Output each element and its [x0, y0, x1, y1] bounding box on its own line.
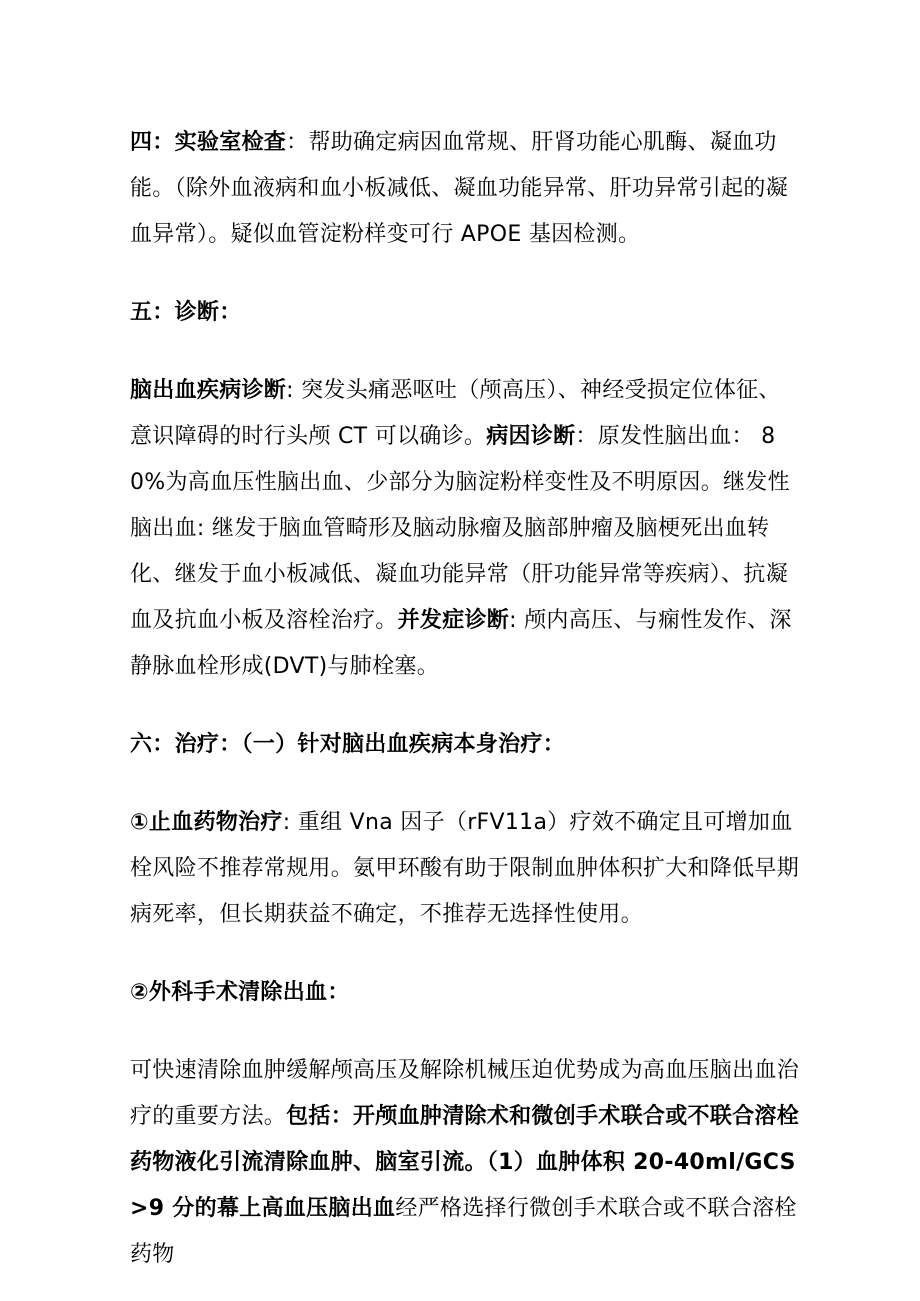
surgery-text-continued: 经严格选择行微创手术联合或不联合溶栓药物 — [130, 1196, 797, 1267]
surgery-text-intro: 可快速清除血肿缓解颅高压及解除机械压迫优势成为高血压脑出血治疗的重要方法。 — [130, 1058, 800, 1129]
treatment-hemostatic-label: ①止血药物治疗 — [130, 810, 283, 835]
section-lab-tests — [130, 120, 800, 258]
diagnosis-label-cause: 病因诊断 — [486, 424, 576, 449]
section-treatment-heading: 六：治疗：（一）针对脑出血疾病本身治疗： — [130, 732, 566, 757]
section-lab-tests-colon: ： — [286, 130, 309, 155]
diagnosis-text-cause: ：原发性脑出血： 80%为高血压性脑出血、少部分为脑淀粉样变性及不明原因。继发性脑出血: 继发于脑血管畸形及脑动脉瘤及脑部肿瘤及脑梗死出血转化、继发于血小板减低、凝血功能异常（肝功能异常等疾病）、抗凝血及抗血小板及溶栓治疗。 — [130, 424, 790, 633]
diagnosis-text-disease: : 突发头痛恶呕吐（颅高压）、神经受损定位体征、意识障碍的时行头颅 CT 可以确诊。 — [130, 378, 781, 449]
diagnosis-paragraph — [130, 368, 800, 690]
treatment-hemostatic-paragraph — [130, 800, 800, 938]
diagnosis-label-disease: 脑出血疾病诊断 — [130, 378, 287, 403]
treatment-surgery-heading: ②外科手术清除出血： — [130, 980, 350, 1005]
treatment-hemostatic-text: : 重组 Vna 因子（rFV11a）疗效不确定且可增加血栓风险不推荐常规用。氨甲环酸有助于限制血肿体积扩大和降低早期病死率，但长期获益不确定，不推荐无选择性使用。 — [130, 810, 800, 927]
surgery-paragraph — [130, 1048, 800, 1278]
section-lab-tests-body: 帮助确定病因血常规、肝肾功能心肌酶、凝血功能。（除外血液病和血小板减低、凝血功能异常、肝功异常引起的凝血异常）。疑似血管淀粉样变可行 APOE 基因检测。 — [130, 130, 789, 247]
surgery-text-bold: 包括：开颅血肿清除术和微创手术联合或不联合溶栓药物液化引流清除血肿、脑室引流。（1）血肿体积 20-40ml/GCS>9 分的幕上高血压脑出血 — [130, 1104, 800, 1221]
section-lab-tests-heading: 四：实验室检查 — [130, 130, 287, 155]
section-diagnosis-heading: 五：诊断： — [130, 300, 242, 325]
diagnosis-text-complication: : 颅内高压、与痫性发作、深静脉血栓形成(DVT)与肺栓塞。 — [130, 608, 792, 679]
diagnosis-label-complication: 并发症诊断 — [397, 608, 510, 633]
